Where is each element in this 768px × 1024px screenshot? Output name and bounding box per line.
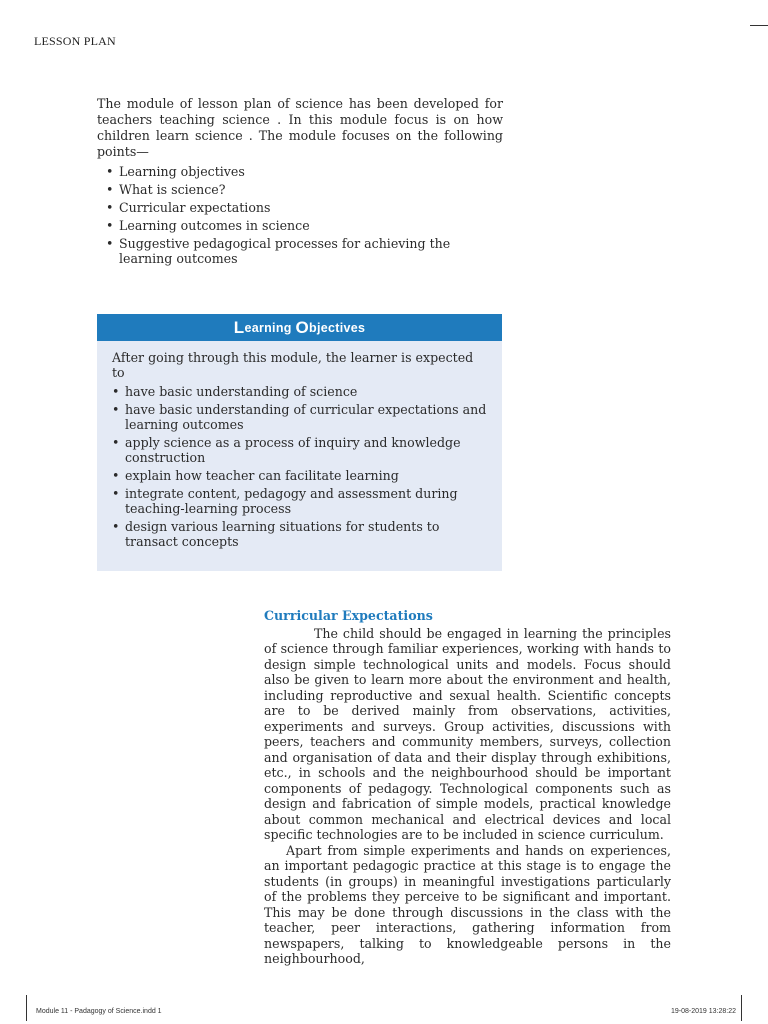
list-item: • Suggestive pedagogical processes for achieving the learning outcomes bbox=[97, 236, 503, 266]
list-item: • explain how teacher can facilitate learning bbox=[112, 468, 488, 483]
list-item: • have basic understanding of science bbox=[112, 384, 488, 399]
footer-timestamp: 19-08-2019 13:28:22 bbox=[671, 1008, 736, 1015]
learning-objectives-box bbox=[97, 314, 502, 571]
footer-file-name: Module 11 - Padagogy of Science.indd 1 bbox=[36, 1008, 162, 1015]
title-part-earning: earning bbox=[244, 320, 296, 335]
learning-objectives-body bbox=[97, 341, 502, 549]
list-item: • Learning objectives bbox=[97, 164, 503, 179]
intro-section bbox=[97, 96, 503, 269]
running-header: LESSON PLAN bbox=[34, 34, 116, 48]
body-paragraph-2: Apart from simple experiments and hands on experiences, an important pedagogic practice at this stage is to engage the students (in groups) in meaningful investigations particularly of the problems they perceive to be significant and important. This may be done through discussions in the class with the teacher, peer interactions, gathering information from newspapers, talking to knowledgeable persons in the neighbourhood, bbox=[264, 842, 671, 966]
crop-mark-bottom-left bbox=[26, 995, 27, 1021]
title-initial-o: O bbox=[295, 317, 310, 337]
list-item: • integrate content, pedagogy and assessment during teaching-learning process bbox=[112, 486, 488, 516]
list-item: • design various learning situations for students to transact concepts bbox=[112, 519, 488, 549]
crop-mark-bottom-right bbox=[741, 995, 742, 1021]
list-item: • Learning outcomes in science bbox=[97, 218, 503, 233]
body-paragraph-1: The child should be engaged in learning the principles of science through familiar experiences, working with hands to design simple technological units and models. Focus should also be given to learn more about the environment and health, including reproductive and sexual health. Scientific concepts are to be derived mainly from observations, activities, experiments and surveys. Group activities, discussions with peers, teachers and community members, surveys, collection and organisation of data and their display through exhibitions, etc., in schools and the neighbourhood should be important components of pedagogy. Technological components such as design and fabrication of simple models, practical knowledge about common mechanical and electrical devices and local specific technologies are to be included in science curriculum. bbox=[264, 625, 671, 842]
list-item: • Curricular expectations bbox=[97, 200, 503, 215]
crop-mark-top bbox=[750, 25, 768, 26]
list-item: • have basic understanding of curricular expectations and learning outcomes bbox=[112, 402, 488, 432]
list-item: • apply science as a process of inquiry and knowledge construction bbox=[112, 435, 488, 465]
intro-point-list bbox=[97, 164, 503, 266]
learning-objectives-lead: After going through this module, the learner is expected to bbox=[112, 350, 474, 380]
learning-objectives-list bbox=[112, 384, 488, 549]
title-initial-l: L bbox=[233, 317, 245, 337]
learning-objectives-title bbox=[97, 314, 502, 341]
section-heading: Curricular Expectations bbox=[264, 608, 433, 623]
list-item: • What is science? bbox=[97, 182, 503, 197]
intro-paragraph: The module of lesson plan of science has been developed for teachers teaching science . In this module focus is on how children learn science . The module focuses on the following points— bbox=[97, 96, 503, 159]
title-part-bjectives: bjectives bbox=[309, 320, 366, 335]
curricular-expectations-section bbox=[264, 608, 671, 967]
